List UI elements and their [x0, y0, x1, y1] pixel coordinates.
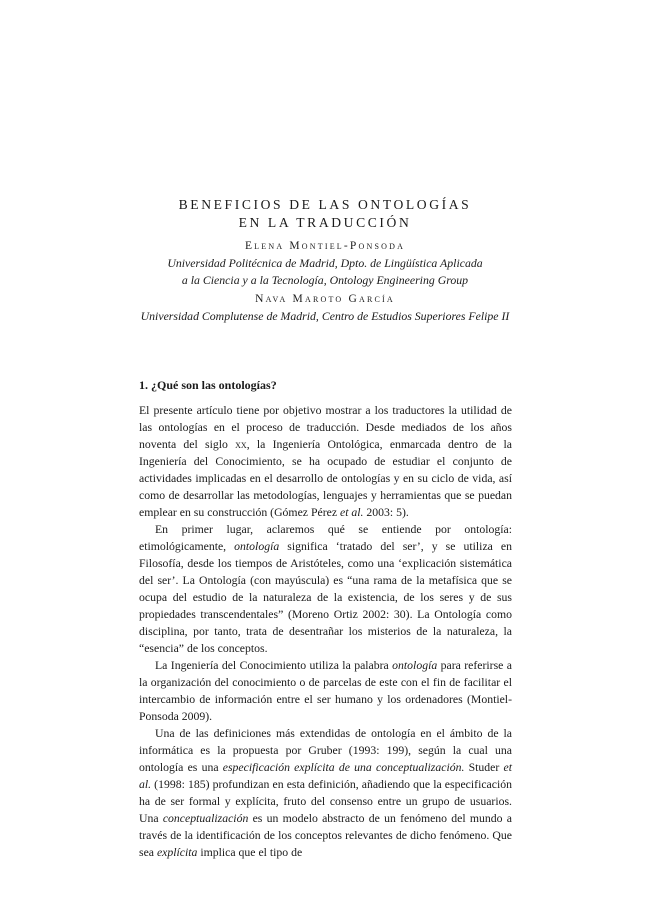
paragraph: La Ingeniería del Conocimiento utiliza la palabra ontología para referirse a la organización del conocimiento o de parcelas de este con el fin de facilitar el intercambio de información entre el ser humano y los ordenadores (Montiel-Ponsoda 2009).: [139, 659, 512, 723]
author-name: Nava Maroto García: [255, 293, 395, 305]
author-name: Elena Montiel-Ponsoda: [244, 240, 406, 252]
paragraph: El presente artículo tiene por objetivo mostrar a los traductores la utilidad de las ontologías en el proceso de traducción. Desde mediados de los años noventa del siglo xx, la Ingeniería Ontológica, enmarcada dentro de la Ingeniería del Conocimiento, se ha ocupado de estudiar el conjunto de actividades implicadas en el desarrollo de ontologías y en su ciclo de vida, así como de desarrollar las metodologías, lenguajes y herramientas que se puedan emplear en su construcción (Gómez Pérez et al. 2003: 5).: [139, 404, 513, 519]
title-line-2: EN LA TRADUCCIÓN: [238, 215, 412, 230]
paragraph: En primer lugar, aclaremos qué se entiende por ontología: etimológicamente, ontología significa ‘tratado del ser’, y se utiliza en Filosofía, desde los tiempos de Aristóteles, como una ‘explicación sistemática del ser’. La Ontología (con mayúscula) es “una rama de la metafísica que se ocupa del estudio de la naturaleza de la existencia, de los seres y de sus propiedades transcendentales” (Moreno Ortiz 2002: 30). La Ontología como disciplina, por tanto, trata de desentrañar los misterios de la naturaleza, la “esencia” de los conceptos.: [139, 523, 513, 655]
article-title: [0, 196, 650, 232]
paragraph: Una de las definiciones más extendidas de ontología en el ámbito de la informática es la propuesta por Gruber (1993: 199), según la cual una ontología es una especificación explícita de una conceptualización. Studer et al. (1998: 185) profundizan en esta definición, añadiendo que la especificación ha de ser formal y explícita, fruto del consenso entre un grupo de usuarios. Una conceptualización es un modelo abstracto de un fenómeno del mundo a través de la identificación de los conceptos relevantes de dicho fenómeno. Que sea explícita implica que el tipo de: [139, 727, 512, 859]
section-heading: 1. ¿Qué son las ontologías?: [139, 378, 277, 392]
author-affiliation: Universidad Politécnica de Madrid, Dpto. de Lingüística Aplicada: [167, 256, 483, 270]
author-affiliation: a la Ciencia y a la Tecnología, Ontology Engineering Group: [181, 273, 469, 287]
title-line-1: BENEFICIOS DE LAS ONTOLOGÍAS: [178, 197, 472, 212]
body-text: [139, 402, 512, 861]
author-1: [0, 238, 650, 289]
author-affiliation: Universidad Complutense de Madrid, Centro de Estudios Superiores Felipe II: [140, 309, 510, 323]
author-2: [0, 291, 650, 325]
